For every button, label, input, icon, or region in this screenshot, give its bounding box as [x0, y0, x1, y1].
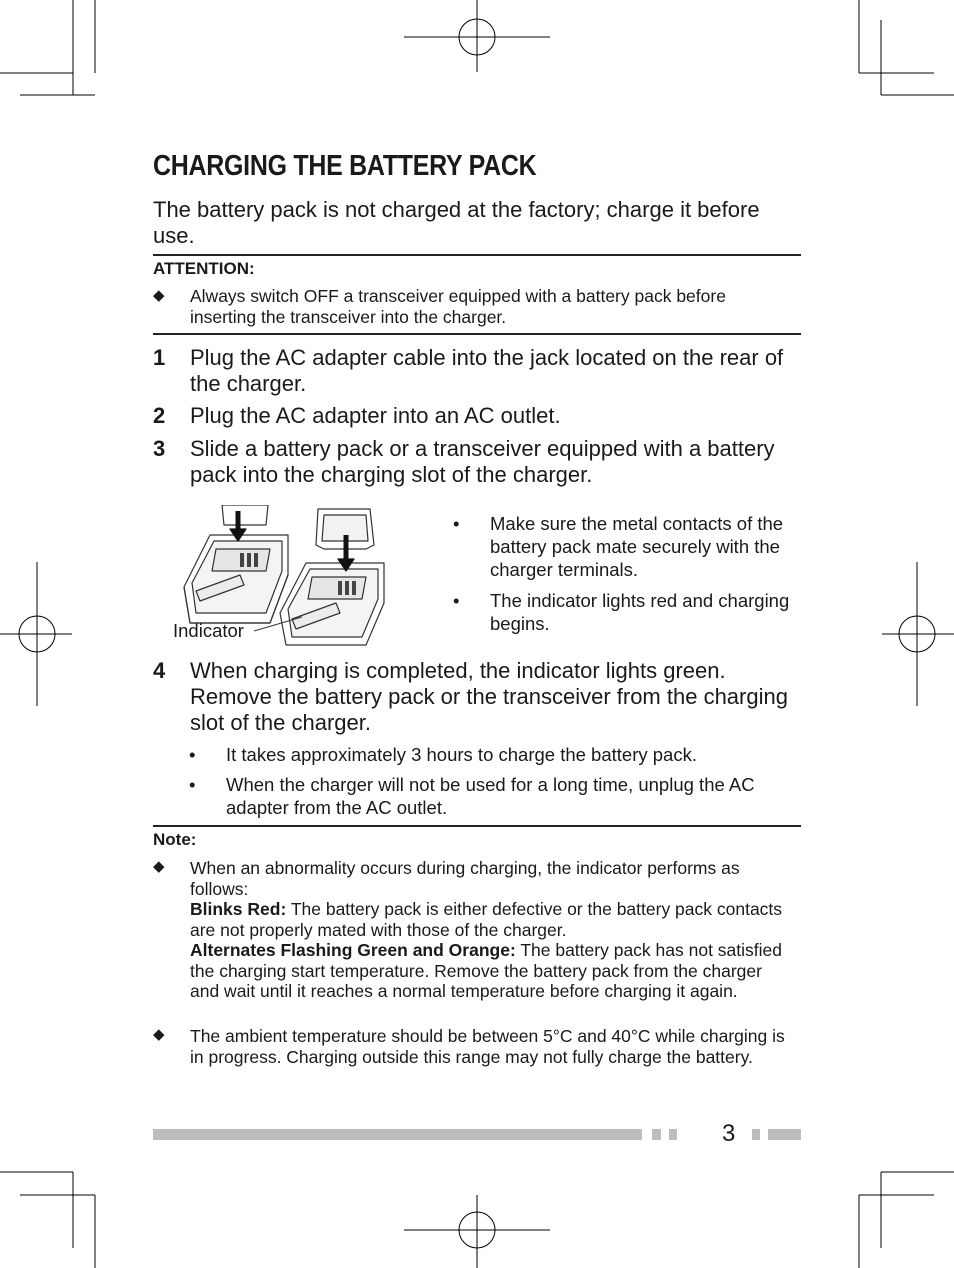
note-alternates — [190, 940, 793, 1002]
step-text: Plug the AC adapter into an AC outlet. — [190, 403, 561, 428]
step4-bullet-2 — [189, 773, 793, 819]
note-top-rule — [153, 825, 801, 827]
bullet-text: The indicator lights red and charging begins. — [490, 590, 790, 634]
note-label: Note: — [153, 830, 197, 849]
figure-bullet-1 — [453, 512, 793, 581]
note-item2-text: The ambient temperature should be between 5°C and 40°C while charging is in progress. Charging outside this range may not fully charge the battery. — [190, 1026, 785, 1067]
blinks-red-label: Blinks Red: — [190, 899, 287, 919]
note-blinks-red — [190, 899, 793, 940]
alternates-text: The battery pack has not satisfied the charging start temperature. Remove the battery pack from the charger and wait until it reaches a normal temperature before charging it again. — [190, 940, 782, 1001]
note-item-2 — [153, 1026, 793, 1067]
attention-top-rule — [153, 254, 801, 256]
page-title: CHARGING THE BATTERY PACK — [153, 150, 537, 182]
diamond-bullet-icon: ◆ — [153, 858, 165, 875]
blinks-red-text: The battery pack is either defective or the battery pack contacts are not properly mated with those of the charger. — [190, 899, 783, 940]
footer-block — [652, 1129, 661, 1140]
page-number: 3 — [722, 1120, 736, 1147]
step-number: 3 — [153, 436, 166, 461]
indicator-label: Indicator — [173, 620, 244, 641]
footer-block — [752, 1129, 760, 1140]
footer-bar-right — [768, 1129, 801, 1140]
bullet-icon: • — [189, 774, 196, 795]
footer-block — [669, 1129, 677, 1140]
step-number: 4 — [153, 658, 166, 683]
bullet-text: Make sure the metal contacts of the battery pack mate securely with the charger terminals. — [490, 513, 784, 580]
note-item-1 — [153, 858, 793, 1002]
attention-item — [153, 286, 793, 328]
attention-label: ATTENTION: — [153, 259, 255, 278]
note-intro: When an abnormality occurs during charging, the indicator performs as follows: — [190, 858, 740, 899]
step-1 — [153, 345, 801, 397]
step-number: 2 — [153, 403, 166, 428]
note-item-body — [190, 858, 793, 1002]
step-3 — [153, 436, 801, 488]
bullet-icon: • — [453, 513, 460, 534]
step-4 — [153, 658, 801, 736]
bullet-text: It takes approximately 3 hours to charge the battery pack. — [226, 744, 697, 765]
attention-item-text: Always switch OFF a transceiver equipped with a battery pack before inserting the transceiver into the charger. — [190, 286, 726, 327]
step4-bullet-1 — [189, 743, 793, 766]
step-2 — [153, 403, 801, 429]
diamond-bullet-icon: ◆ — [153, 1026, 165, 1043]
figure-bullet-2 — [453, 589, 793, 635]
diamond-bullet-icon: ◆ — [153, 287, 165, 304]
step-text: Plug the AC adapter cable into the jack located on the rear of the charger. — [190, 345, 784, 396]
step-text: When charging is completed, the indicator lights green. Remove the battery pack or the transceiver from the charging slot of the charger. — [190, 658, 788, 735]
step-number: 1 — [153, 345, 166, 370]
bullet-text: When the charger will not be used for a long time, unplug the AC adapter from the AC outlet. — [226, 774, 755, 818]
bullet-icon: • — [189, 744, 196, 765]
attention-bottom-rule — [153, 333, 801, 335]
step-text: Slide a battery pack or a transceiver equipped with a battery pack into the charging slot of the charger. — [190, 436, 775, 487]
bullet-icon: • — [453, 590, 460, 611]
alternates-label: Alternates Flashing Green and Orange: — [190, 940, 516, 960]
intro-paragraph: The battery pack is not charged at the factory; charge it before use. — [153, 197, 760, 248]
footer-bar-left — [153, 1129, 642, 1140]
